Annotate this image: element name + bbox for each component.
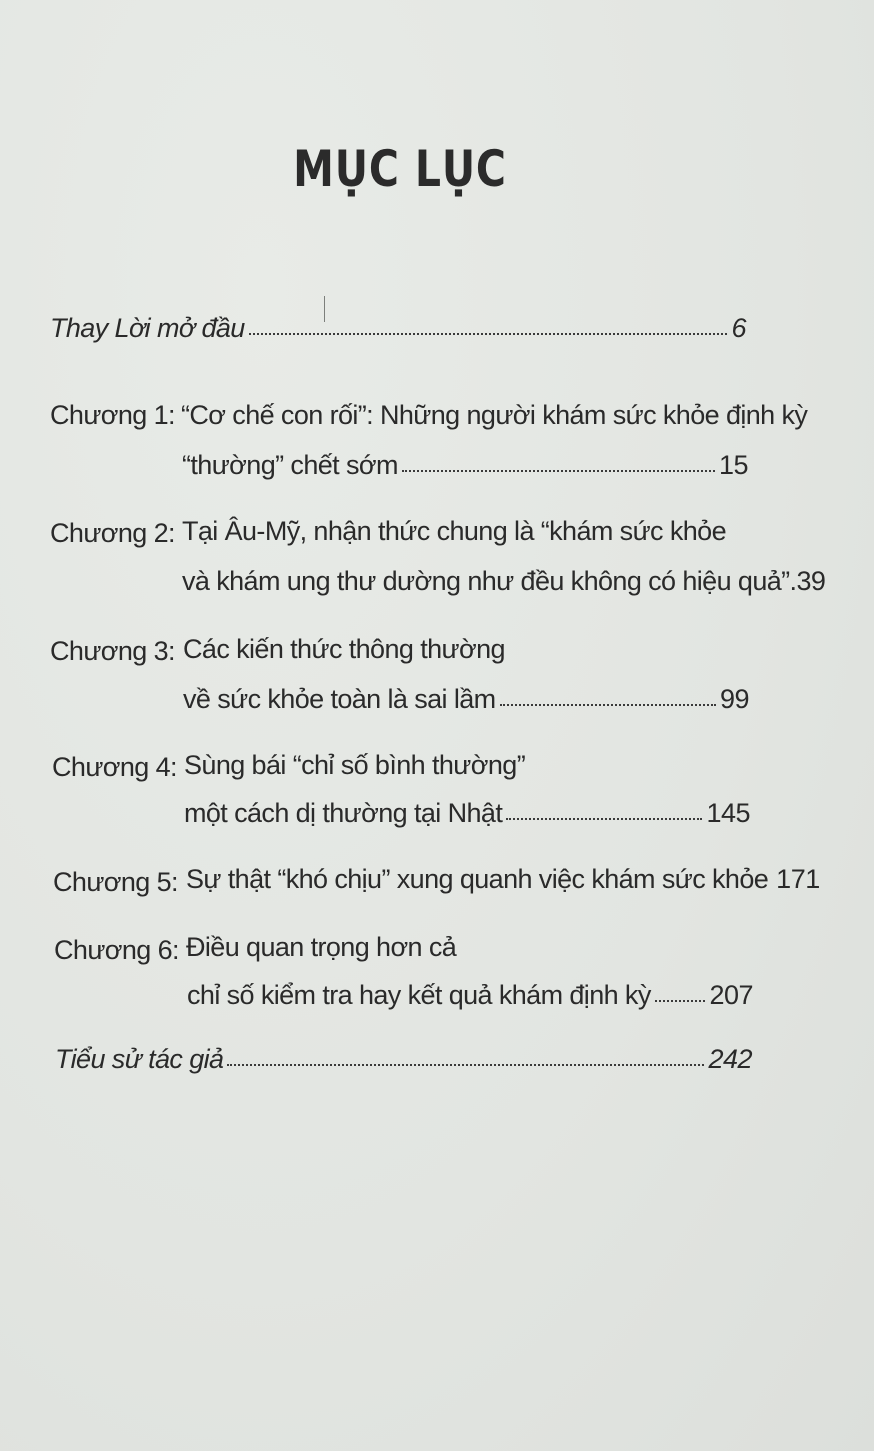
toc-entry-chapter-6[interactable] xyxy=(187,980,753,1011)
chapter-label: Chương 3: xyxy=(50,636,175,666)
toc-entry-author-bio[interactable] xyxy=(55,1044,752,1075)
leader-dots xyxy=(655,996,706,1002)
toc-entry-chapter-5[interactable] xyxy=(186,864,820,895)
chapter-title-line: về sức khỏe toàn là sai lầm xyxy=(183,684,496,714)
page-title: MỤC LỤC xyxy=(293,140,507,198)
chapter-title-line[interactable]: Điều quan trọng hơn cả xyxy=(186,932,457,962)
toc-entry-text: Thay Lời mở đầu xyxy=(50,313,245,343)
chapter-label: Chương 6: xyxy=(54,935,179,965)
leader-dots xyxy=(402,466,715,472)
chapter-title-line[interactable]: Sùng bái “chỉ số bình thường” xyxy=(184,750,526,780)
leader-dots xyxy=(506,814,702,820)
toc-entry-text: Tiểu sử tác giả xyxy=(55,1044,224,1074)
chapter-title-line[interactable]: Các kiến thức thông thường xyxy=(183,634,505,664)
chapter-label: Chương 2: xyxy=(50,518,175,548)
page-number: 242 xyxy=(708,1044,752,1074)
toc-entry-chapter-4[interactable] xyxy=(184,798,750,829)
leader-dots xyxy=(227,1060,704,1066)
chapter-title-line: “thường” chết sớm xyxy=(182,450,398,480)
chapter-title-line: chỉ số kiểm tra hay kết quả khám định kỳ xyxy=(187,980,651,1010)
toc-entry-chapter-1[interactable] xyxy=(182,450,748,481)
chapter-title-line: và khám ung thư dường như đều không có hiệu quả”. xyxy=(182,566,797,596)
chapter-label: Chương 5: xyxy=(53,867,178,897)
page-number: 145 xyxy=(706,798,750,828)
toc-entry-chapter-2[interactable] xyxy=(182,566,825,597)
page-number: 6 xyxy=(731,313,746,343)
chapter-title-line[interactable]: Tại Âu-Mỹ, nhận thức chung là “khám sức khỏe xyxy=(182,516,727,546)
leader-dots xyxy=(500,700,716,706)
page-number: 99 xyxy=(719,684,749,714)
toc-entry-intro[interactable] xyxy=(50,313,746,344)
chapter-label: Chương 4: xyxy=(52,752,177,782)
chapter-title-line: một cách dị thường tại Nhật xyxy=(184,798,503,828)
page-number: 207 xyxy=(709,980,753,1010)
chapter-label: Chương 1: xyxy=(50,400,175,430)
chapter-title-line[interactable]: “Cơ chế con rối”: Những người khám sức khỏe định kỳ xyxy=(181,400,808,430)
page-number: 39 xyxy=(796,566,826,596)
toc-entry-chapter-3[interactable] xyxy=(183,684,749,715)
chapter-title-line: Sự thật “khó chịu” xung quanh việc khám sức khỏe xyxy=(186,864,769,894)
page-number: 15 xyxy=(718,450,748,480)
page-number: 171 xyxy=(776,864,820,894)
leader-dots xyxy=(249,329,728,335)
